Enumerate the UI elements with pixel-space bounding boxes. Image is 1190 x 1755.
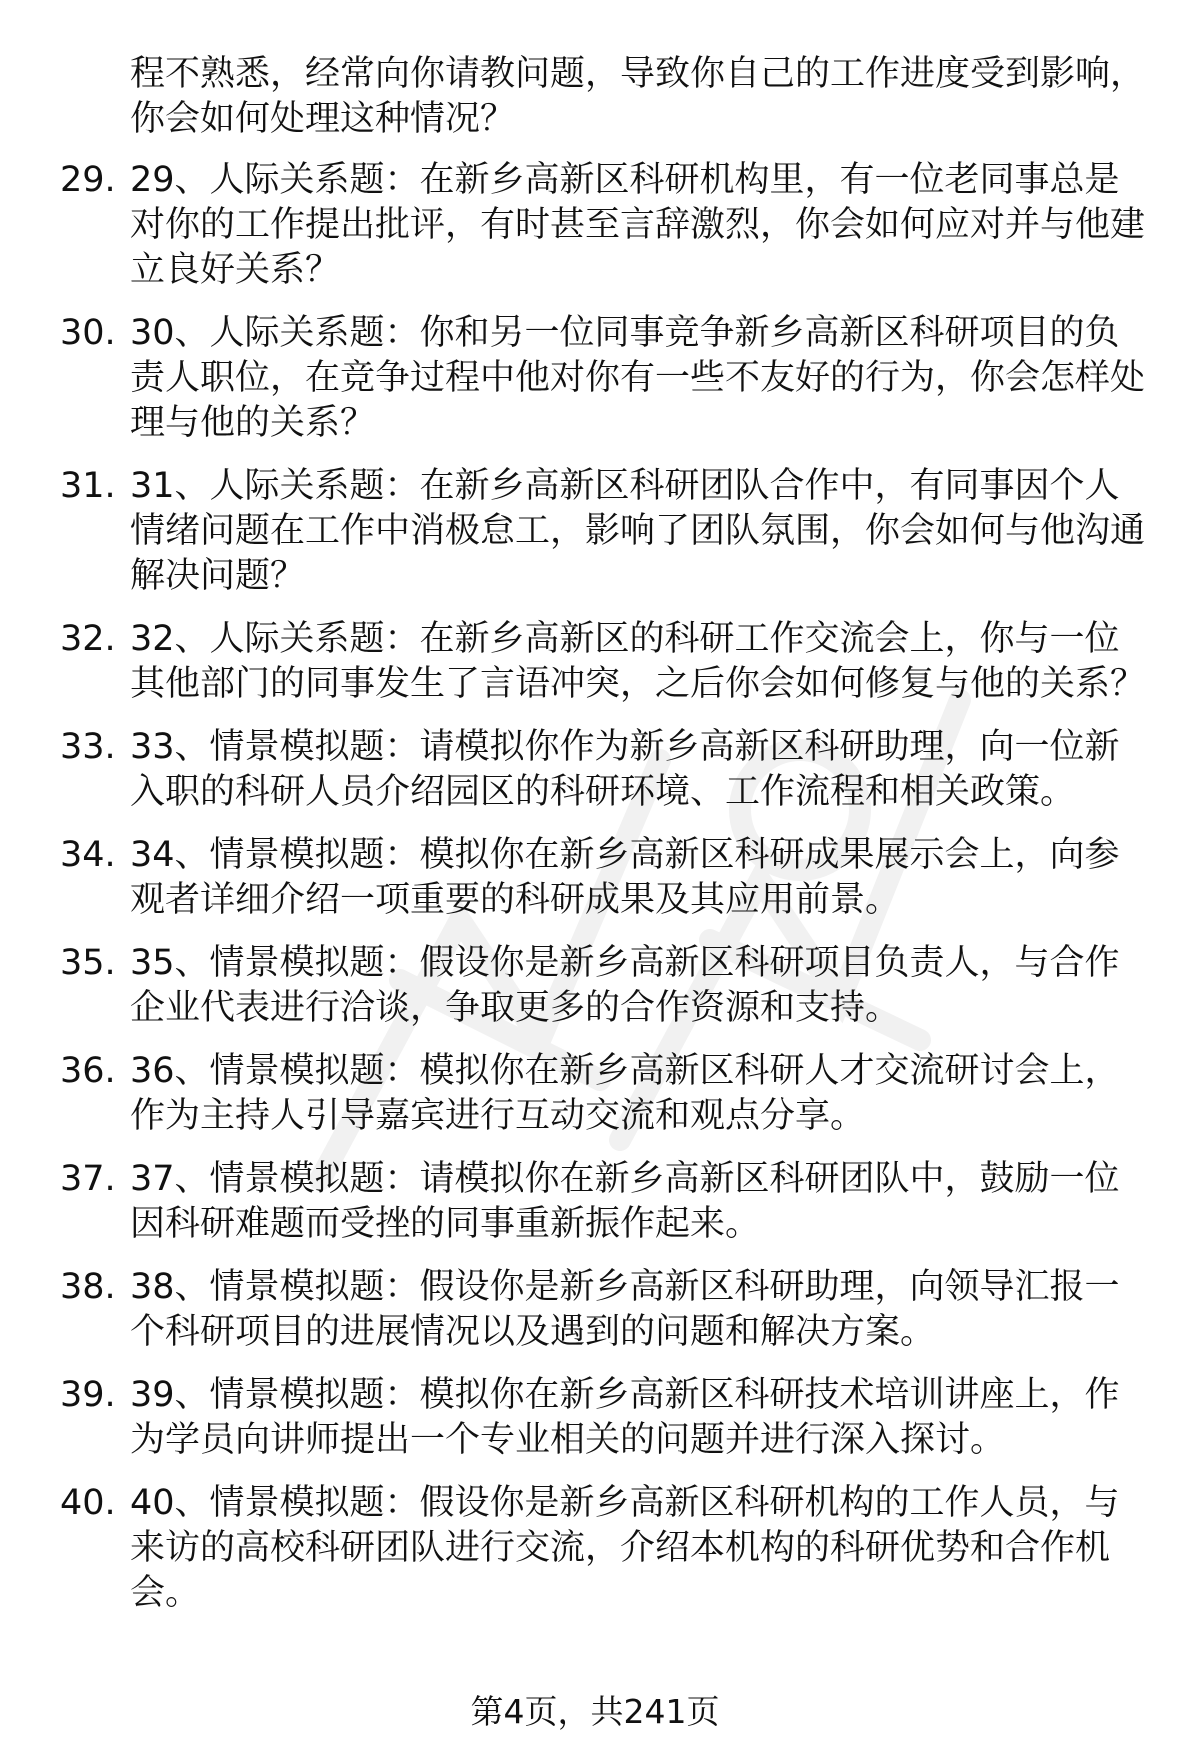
question-item (60, 1265, 1150, 1355)
question-item (60, 941, 1150, 1031)
question-item (60, 1373, 1150, 1463)
question-item (60, 1157, 1150, 1247)
question-number: 37. (60, 1159, 116, 1199)
question-number: 38. (60, 1267, 116, 1307)
question-item (60, 725, 1150, 815)
question-number: 36. (60, 1051, 116, 1091)
question-item (60, 617, 1150, 707)
continuation-text: 程不熟悉，经常向你请教问题，导致你自己的工作进度受到影响，你会如何处理这种情况？ (130, 54, 1146, 139)
question-item (60, 1049, 1150, 1139)
question-number: 39. (60, 1375, 116, 1415)
question-number: 34. (60, 835, 116, 875)
question-number: 29. (60, 160, 116, 200)
question-number: 35. (60, 943, 116, 983)
question-number: 31. (60, 466, 116, 506)
question-text: 29、人际关系题：在新乡高新区科研机构里，有一位老同事总是对你的工作提出批评，有时甚至言辞激烈，你会如何应对并与他建立良好关系？ (130, 160, 1146, 290)
question-number: 40. (60, 1483, 116, 1523)
question-item (60, 1481, 1150, 1616)
question-number: 32. (60, 619, 116, 659)
question-text: 34、情景模拟题：模拟你在新乡高新区科研成果展示会上，向参观者详细介绍一项重要的科研成果及其应用前景。 (130, 835, 1120, 920)
question-text: 32、人际关系题：在新乡高新区的科研工作交流会上，你与一位其他部门的同事发生了言语冲突，之后你会如何修复与他的关系？ (130, 619, 1146, 704)
page-footer: 第4页，共241页 (470, 1692, 720, 1731)
question-text: 39、情景模拟题：模拟你在新乡高新区科研技术培训讲座上，作为学员向讲师提出一个专业相关的问题并进行深入探讨。 (130, 1375, 1120, 1460)
question-item (60, 464, 1150, 599)
question-text: 33、情景模拟题：请模拟你作为新乡高新区科研助理，向一位新入职的科研人员介绍园区的科研环境、工作流程和相关政策。 (130, 727, 1120, 812)
question-text: 40、情景模拟题：假设你是新乡高新区科研机构的工作人员，与来访的高校科研团队进行交流，介绍本机构的科研优势和合作机会。 (130, 1483, 1120, 1613)
question-item (60, 158, 1150, 293)
question-text: 38、情景模拟题：假设你是新乡高新区科研助理，向领导汇报一个科研项目的进展情况以及遇到的问题和解决方案。 (130, 1267, 1120, 1352)
question-text: 37、情景模拟题：请模拟你在新乡高新区科研团队中，鼓励一位因科研难题而受挫的同事重新振作起来。 (130, 1159, 1120, 1244)
question-number: 30. (60, 313, 116, 353)
question-text: 30、人际关系题：你和另一位同事竞争新乡高新区科研项目的负责人职位，在竞争过程中他对你有一些不友好的行为，你会怎样处理与他的关系？ (130, 313, 1146, 443)
question-text: 35、情景模拟题：假设你是新乡高新区科研项目负责人，与合作企业代表进行洽谈，争取更多的合作资源和支持。 (130, 943, 1120, 1028)
question-list (60, 158, 1150, 1634)
question-text: 36、情景模拟题：模拟你在新乡高新区科研人才交流研讨会上，作为主持人引导嘉宾进行互动交流和观点分享。 (130, 1051, 1120, 1136)
question-item (60, 311, 1150, 446)
question-item (60, 833, 1150, 923)
question-text: 31、人际关系题：在新乡高新区科研团队合作中，有同事因个人情绪问题在工作中消极怠工，影响了团队氛围，你会如何与他沟通解决问题？ (130, 466, 1146, 596)
question-number: 33. (60, 727, 116, 767)
